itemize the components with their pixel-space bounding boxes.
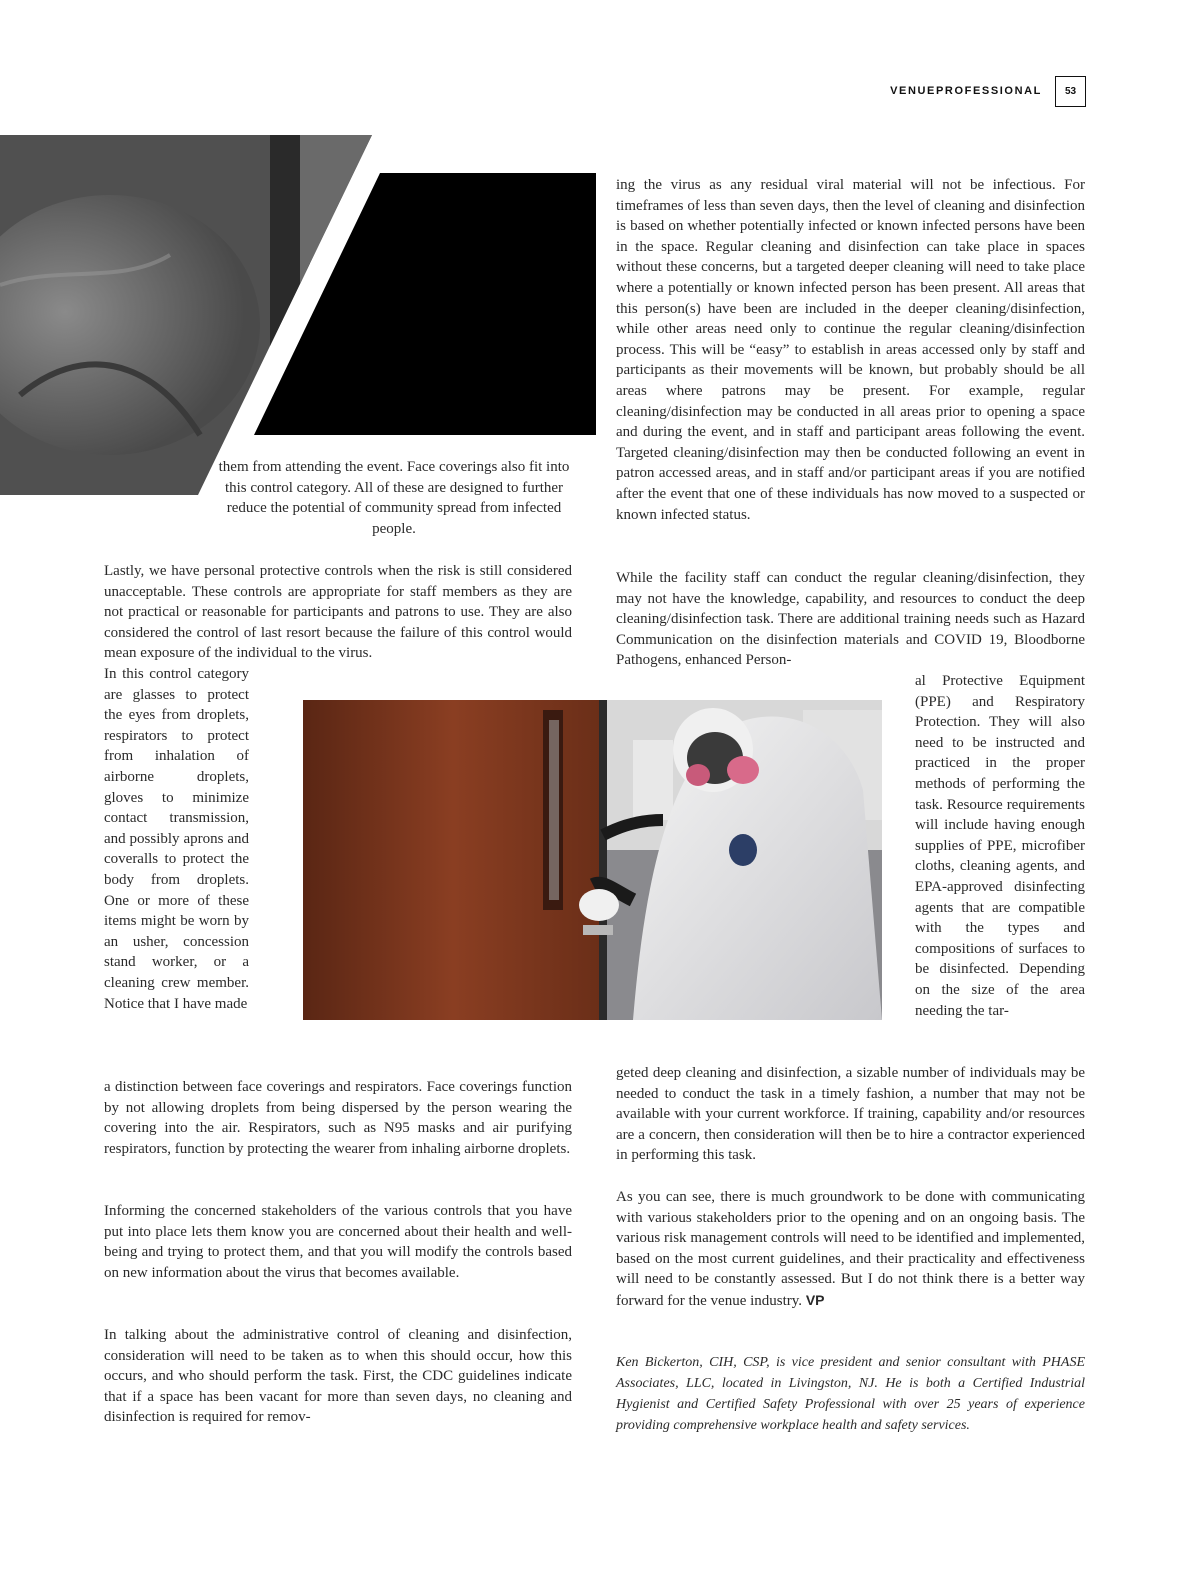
right-paragraph-2-bottom: geted deep cleaning and disinfection, a sizable number of individuals may be needed to conduct the task in a timely fashion, a number that may not be available with your current workforce. If training, capability and/or resources are a concern, then consideration will then be to hire a contractor experienced in performing this task. [616, 1065, 1085, 1164]
author-bio: Ken Bickerton, CIH, CSP, is vice president and senior consultant with PHASE Associates, LLC, located in Livingston, NJ. He is both a Certified Industrial Hygienist and Certified Safety Professional with over 25 years of experience providing comprehensive workplace health and safety services. [616, 1355, 1085, 1433]
magazine-brand: VENUEPROFESSIONAL [890, 85, 1042, 97]
intro-continuation: them from attending the event. Face coverings also fit into this control category. All of these are designed to further reduce the potential of community spread from infected people. [218, 459, 570, 537]
end-mark: VP [805, 1291, 825, 1308]
right-paragraph-1: ing the virus as any residual viral material will not be infectious. For timeframes of less than seven days, then the level of cleaning and disinfection is based on whether potentially infected or known infected persons have been in the space. Regular cleaning and disinfection can take place in spaces without these concerns, but a targeted deeper cleaning will need to take place where a potentially or known infected person has been present. All areas that this person(s) have been are included in the deeper cleaning/disinfection, while other areas need only to continue the regular cleaning/disinfection process. This will be “easy” to establish in areas accessed only by staff and participants as their movements will be known, but probably should be all areas where patrons may be present. For example, regular cleaning/disinfection may be conducted in all areas prior to opening a space and during the event, and in staff and participant areas following the event. Targeted cleaning/disinfection may then be conducted following an event in patron accessed areas, and in staff and/or participant areas if you are notified after the event that one of these individuals has now moved to a suspected or known infected status. [616, 177, 1085, 523]
black-graphic [254, 173, 596, 435]
right-paragraph-3: As you can see, there is much groundwork to be done with communicating with various stakeholders prior to the opening and on an ongoing basis. The various risk management controls will need to be identified and implemented, based on the most current guidelines, and their practicality and effectiveness will need to be constantly assessed. But I do not think there is a better way forward for the venue industry. VP [616, 1189, 1085, 1309]
cleaning-worker-photo [303, 700, 882, 1020]
page-header [890, 76, 1086, 109]
right-paragraph-2-top: While the facility staff can conduct the regular cleaning/disinfection, they may not have the knowledge, capability, and resources to conduct the deep cleaning/disinfection task. There are additional training needs such as Hazard Communication on the disinfection materials and COVID 19, Bloodborne Pathogens, enhanced Person- [616, 570, 1085, 669]
left-paragraph-1-wrap: In this control category are glasses to protect the eyes from droplets, respirators to protect from inhalation of airborne droplets, gloves to minimize contact transmission, and possibly aprons and coveralls to protect the body from droplets. One or more of these items might be worn by an usher, concession stand worker, or a cleaning crew member. Notice that I have made [104, 666, 249, 1012]
left-paragraph-1-bottom: a distinction between face coverings and respirators. Face coverings function by not allowing droplets from being dispersed by the person wearing the covering into the air. Respirators, such as N95 masks and air purifying respirators, function by protecting the wearer from inhaling airborne droplets. [104, 1079, 572, 1157]
left-paragraph-3: In talking about the administrative control of cleaning and disinfection, consideration will need to be taken as to when this should occur, how this occurs, and who should perform the task. First, the CDC guidelines indicate that if a space has been vacant for more than seven days, no cleaning and disinfection is required for remov- [104, 1327, 572, 1426]
left-paragraph-2: Informing the concerned stakeholders of the various controls that you have put into place lets them know you are concerned about their health and well-being and trying to protect them, and that you will modify the controls based on new information about the virus that becomes available. [104, 1203, 572, 1281]
left-paragraph-1-top: Lastly, we have personal protective controls when the risk is still considered unacceptable. These controls are appropriate for staff members as they are not practical or reasonable for participants and patrons to use. They are also considered the control of last resort because the failure of this control would mean exposure of the individual to the virus. [104, 563, 572, 662]
page-number: 53 [1055, 76, 1086, 107]
right-paragraph-2-wrap: al Protective Equipment (PPE) and Respiratory Protection. They will also need to be instructed and practiced in the proper methods of performing the task. Resource requirements will include having enough supplies of PPE, microfiber cloths, cleaning agents, and EPA-approved disinfecting agents that are compatible with the types and compositions of surfaces to be disinfected. Depending on the size of the area needing the tar- [915, 673, 1085, 1019]
